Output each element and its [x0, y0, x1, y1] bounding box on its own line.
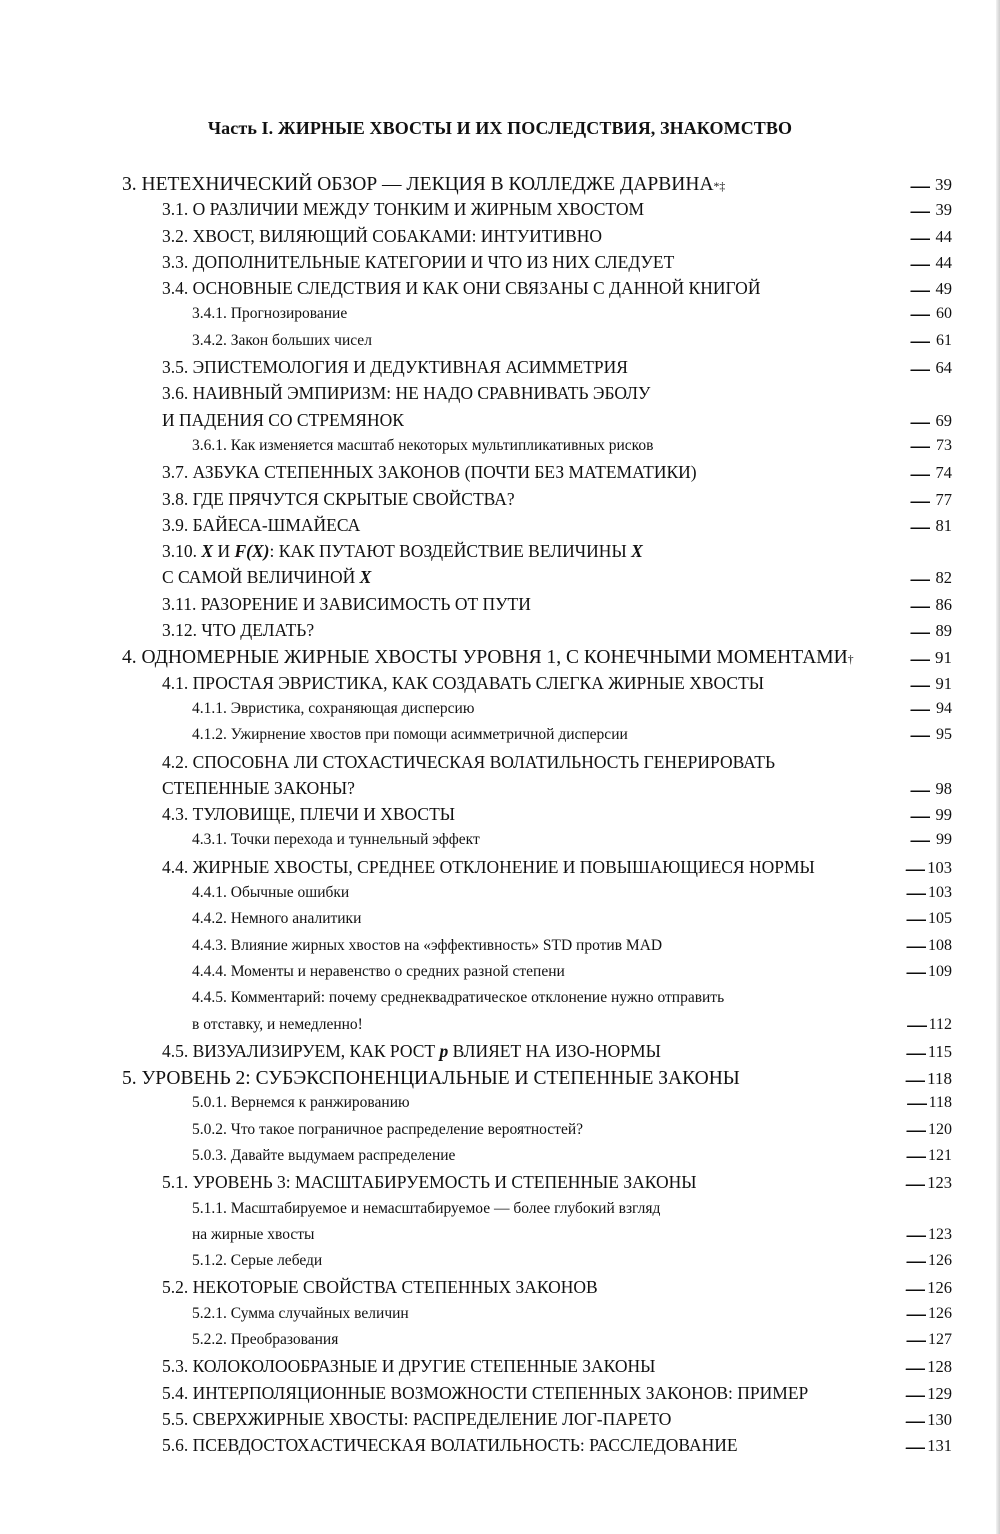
dot-leader — [363, 908, 926, 924]
page-number: 120 — [928, 1120, 952, 1138]
toc-entry-title: 5.0.1. Вернемся к ранжированию — [192, 1094, 410, 1112]
toc-entry-title: 3.2. ХВОСТ, ВИЛЯЮЩИЙ СОБАКАМИ: ИНТУИТИВНО — [162, 225, 603, 246]
page-number: 95 — [936, 726, 952, 744]
dot-leader — [630, 356, 930, 374]
toc-entry[interactable] — [0, 512, 1000, 538]
toc-entry[interactable] — [0, 775, 1000, 801]
toc-entry[interactable] — [0, 459, 1000, 485]
toc-entry-title: 3.4. ОСНОВНЫЕ СЛЕДСТВИЯ И КАК ОНИ СВЯЗАНЫ С ДАННОЙ КНИГОЙ — [162, 278, 761, 299]
toc-entry[interactable] — [0, 1432, 1000, 1458]
toc-entry[interactable] — [0, 696, 1000, 722]
part-title: Часть I. ЖИРНЫЕ ХВОСТЫ И ИХ ПОСЛЕДСТВИЯ, ЗНАКОМСТВО — [207, 118, 793, 138]
toc-entry[interactable] — [0, 486, 1000, 512]
toc-entry[interactable] — [0, 433, 1000, 459]
page-number: 126 — [927, 1278, 952, 1298]
toc-entry[interactable] — [0, 223, 1000, 249]
toc-entry-title: 3.12. ЧТО ДЕЛАТЬ? — [162, 620, 315, 641]
toc-entry[interactable] — [0, 1117, 1000, 1143]
page-number: 89 — [935, 621, 952, 641]
dot-leader — [817, 855, 925, 873]
page-number: 86 — [935, 594, 952, 614]
page-number: 118 — [928, 1094, 952, 1112]
toc-entry-title: 5.6. ПСЕВДОСТОХАСТИЧЕСКАЯ ВОЛАТИЛЬНОСТЬ: РАССЛЕДОВАНИЕ — [162, 1435, 738, 1456]
dot-leader — [340, 1329, 926, 1345]
toc-entry-title: 4.4.2. Немного аналитики — [192, 910, 362, 928]
toc-title-part: ВЛИЯЕТ НА ИЗО-НОРМЫ — [448, 1040, 661, 1061]
dot-leader — [373, 566, 930, 584]
page-number: 77 — [935, 489, 952, 509]
page-number: 112 — [928, 1015, 952, 1033]
toc-entry[interactable] — [0, 827, 1000, 853]
toc-entry[interactable] — [0, 564, 1000, 590]
toc-entry[interactable] — [0, 1196, 1000, 1222]
toc-entry[interactable] — [0, 591, 1000, 617]
toc-title-part: p — [439, 1040, 449, 1061]
toc-title-part: С САМОЙ ВЕЛИЧИНОЙ — [162, 567, 360, 588]
dot-leader — [600, 1276, 926, 1294]
toc-entry[interactable] — [0, 617, 1000, 643]
toc-entry[interactable] — [0, 749, 1000, 775]
page-number: 118 — [927, 1068, 952, 1088]
page-number: 39 — [935, 200, 952, 220]
dot-leader — [316, 1223, 926, 1239]
dot-leader — [810, 1381, 925, 1399]
page-number: 129 — [927, 1383, 952, 1403]
toc-entry[interactable] — [0, 1248, 1000, 1274]
dot-leader — [517, 487, 930, 505]
toc-entry[interactable] — [0, 1380, 1000, 1406]
toc-entry[interactable] — [0, 407, 1000, 433]
page-number: 44 — [935, 226, 952, 246]
dot-leader — [324, 1250, 926, 1266]
toc-entry-title: 3.11. РАЗОРЕНИЕ И ЗАВИСИМОСТЬ ОТ ПУТИ — [162, 593, 531, 614]
page-number: 121 — [928, 1146, 952, 1164]
page-number: 69 — [935, 410, 952, 430]
toc-entry-title: 3.3. ДОПОЛНИТЕЛЬНЫЕ КАТЕГОРИИ И ЧТО ИЗ НИХ СЛЕДУЕТ — [162, 251, 675, 272]
page-edge — [996, 0, 1000, 1534]
toc-entry-title: 5.0.2. Что такое пограничное распределение вероятностей? — [192, 1120, 584, 1138]
page-number: 99 — [936, 831, 952, 849]
page-number: 91 — [935, 673, 952, 693]
page-number: 123 — [927, 1173, 952, 1193]
toc-entry[interactable] — [0, 1406, 1000, 1432]
toc-entry-title: 4.4.3. Влияние жирных хвостов на «эффективность» STD против MAD — [192, 936, 663, 954]
dot-leader — [762, 277, 930, 295]
dot-leader — [740, 1434, 926, 1452]
toc-title-part: F(X) — [234, 541, 270, 562]
page-number: 82 — [935, 568, 952, 588]
toc-entry[interactable] — [0, 1301, 1000, 1327]
toc-title-part: 4.5. ВИЗУАЛИЗИРУЕМ, КАК РОСТ — [162, 1040, 440, 1061]
toc-entry-title: 5.3. КОЛОКОЛООБРАЗНЫЕ И ДРУГИЕ СТЕПЕННЫЕ ЗАКОНЫ — [162, 1356, 656, 1377]
page-number: 127 — [928, 1331, 952, 1349]
dot-leader — [856, 643, 930, 663]
toc-title-part: : КАК ПУТАЮТ ВОЗДЕЙСТВИЕ ВЕЛИЧИНЫ — [269, 541, 632, 562]
toc-entry[interactable] — [0, 670, 1000, 696]
toc-entry[interactable] — [0, 1327, 1000, 1353]
dot-leader — [357, 776, 930, 794]
page-number: 126 — [928, 1304, 952, 1322]
toc-entry-title: 5.1.2. Серые лебеди — [192, 1252, 323, 1270]
toc-entry-title: 4.4. ЖИРНЫЕ ХВОСТЫ, СРЕДНЕЕ ОТКЛОНЕНИЕ И ПОВЫШАЮЩИЕСЯ НОРМЫ — [162, 856, 815, 877]
dot-leader — [476, 697, 930, 713]
page-number: 64 — [935, 358, 952, 378]
page-number: 103 — [927, 857, 952, 877]
dot-leader — [374, 329, 930, 345]
toc-entry[interactable] — [0, 1274, 1000, 1300]
page-number: 108 — [928, 936, 952, 954]
toc-entry-title: 4.3.1. Точки перехода и туннельный эффект — [192, 831, 480, 849]
toc-entry-title: в отставку, и немедленно! — [192, 1015, 363, 1033]
dot-leader — [630, 724, 930, 740]
toc-entry-title — [162, 564, 371, 590]
toc-entry-title: 5.1.1. Масштабируемое и немасштабируемое — более глубокий взгляд — [192, 1199, 661, 1217]
toc-entry[interactable] — [0, 906, 1000, 932]
toc-entry[interactable] — [0, 196, 1000, 222]
toc-entry-title: 3.6.1. Как изменяется масштаб некоторых мультипликативных рисков — [192, 436, 654, 454]
toc-entry[interactable] — [0, 801, 1000, 827]
dot-leader — [663, 1039, 926, 1057]
toc-entry[interactable] — [0, 854, 1000, 880]
dot-leader — [742, 1064, 925, 1084]
page-number: 105 — [928, 910, 952, 928]
toc-entry[interactable] — [0, 1064, 1000, 1090]
page-number: 131 — [927, 1436, 952, 1456]
dot-leader — [727, 170, 930, 190]
toc-entry-title: 3.1. О РАЗЛИЧИИ МЕЖДУ ТОНКИМ И ЖИРНЫМ ХВОСТОМ — [162, 199, 645, 220]
toc-entry-title: 5.2. НЕКОТОРЫЕ СВОЙСТВА СТЕПЕННЫХ ЗАКОНОВ — [162, 1277, 598, 1298]
toc-entry-title: 3. НЕТЕХНИЧЕСКИЙ ОБЗОР — ЛЕКЦИЯ В КОЛЛЕДЖЕ ДАРВИНА — [122, 173, 714, 195]
toc-entry[interactable] — [0, 275, 1000, 301]
page-number: 109 — [928, 962, 952, 980]
page-number: 60 — [936, 305, 952, 323]
page-number: 103 — [928, 884, 952, 902]
toc-entry-title: 3.8. ГДЕ ПРЯЧУТСЯ СКРЫТЫЕ СВОЙСТВА? — [162, 488, 515, 509]
toc-entry-title — [162, 1038, 661, 1064]
page-number: 130 — [927, 1409, 952, 1429]
dot-leader — [533, 592, 930, 610]
toc-entry-title: 4.3. ТУЛОВИЩЕ, ПЛЕЧИ И ХВОСТЫ — [162, 804, 456, 825]
toc-entry-title: 5.2.2. Преобразования — [192, 1331, 339, 1349]
dot-leader — [657, 1355, 925, 1373]
toc-entry-title: 4.1. ПРОСТАЯ ЭВРИСТИКА, КАК СОЗДАВАТЬ СЛЕГКА ЖИРНЫЕ ХВОСТЫ — [162, 672, 765, 693]
toc-entry-title: 3.4.2. Закон больших чисел — [192, 331, 372, 349]
dot-leader — [656, 434, 931, 450]
toc-entry[interactable] — [0, 354, 1000, 380]
toc-entry[interactable] — [0, 328, 1000, 354]
dot-leader — [766, 671, 930, 689]
toc-entry[interactable] — [0, 249, 1000, 275]
dot-leader — [412, 1092, 927, 1108]
toc-entry[interactable] — [0, 1038, 1000, 1064]
page-number: 73 — [936, 436, 952, 454]
toc-entry[interactable] — [0, 933, 1000, 959]
toc-entry[interactable]: 3. НЕТЕХНИЧЕСКИЙ ОБЗОР — ЛЕКЦИЯ В КОЛЛЕДЖЕ ДАРВИНА *‡ . . . 39 — [0, 170, 1000, 196]
toc-entry-title: 3.6. НАИВНЫЙ ЭМПИРИЗМ: НЕ НАДО СРАВНИВАТЬ ЭБОЛУ — [162, 383, 651, 404]
toc-entry[interactable] — [0, 301, 1000, 327]
toc-entry-title: 3.7. АЗБУКА СТЕПЕННЫХ ЗАКОНОВ (ПОЧТИ БЕЗ МАТЕМАТИКИ) — [162, 462, 697, 483]
toc-entry-title: 5.2.1. Сумма случайных величин — [192, 1304, 409, 1322]
page-number: 74 — [935, 463, 952, 483]
table-of-contents — [0, 170, 1000, 1459]
page-number: 94 — [936, 699, 952, 717]
dot-leader — [585, 1118, 926, 1134]
toc-entry-title: 4.4.4. Моменты и неравенство о средних разной степени — [192, 962, 565, 980]
toc-entry-title: 5. УРОВЕНЬ 2: СУБЭКСПОНЕНЦИАЛЬНЫЕ И СТЕПЕННЫЕ ЗАКОНЫ — [122, 1067, 740, 1089]
dot-leader — [699, 461, 930, 479]
toc-entry-title: 4.1.2. Ужирнение хвостов при помощи асимметричной дисперсии — [192, 726, 628, 744]
toc-entry[interactable] — [0, 985, 1000, 1011]
toc-entry[interactable] — [0, 380, 1000, 406]
toc-entry[interactable] — [0, 1169, 1000, 1195]
toc-entry-title: 4.1.1. Эвристика, сохраняющая дисперсию — [192, 699, 475, 717]
dot-leader — [351, 882, 926, 898]
page-number: 61 — [936, 331, 952, 349]
dot-leader — [316, 619, 930, 637]
dot-leader — [457, 803, 930, 821]
toc-entry-title: 3.4.1. Прогнозирование — [192, 305, 348, 323]
toc-entry-title: 4. ОДНОМЕРНЫЕ ЖИРНЫЕ ХВОСТЫ УРОВНЯ 1, С КОНЕЧНЫМИ МОМЕНТАМИ — [122, 646, 848, 668]
toc-title-part: X — [359, 567, 372, 588]
toc-entry-title: 5.1. УРОВЕНЬ 3: МАСШТАБИРУЕМОСТЬ И СТЕПЕННЫЕ ЗАКОНЫ — [162, 1172, 697, 1193]
toc-entry-title: 5.5. СВЕРХЖИРНЫЕ ХВОСТЫ: РАСПРЕДЕЛЕНИЕ ЛОГ-ПАРЕТО — [162, 1408, 672, 1429]
dot-leader — [457, 1144, 926, 1160]
dot-leader — [482, 829, 930, 845]
toc-title-part: X — [631, 541, 643, 562]
toc-entry[interactable] — [0, 880, 1000, 906]
dot-leader — [406, 408, 930, 426]
toc-entry-title: И ПАДЕНИЯ СО СТРЕМЯНОК — [162, 409, 404, 430]
page-number: 49 — [935, 279, 952, 299]
toc-entry[interactable]: 4. ОДНОМЕРНЫЕ ЖИРНЫЕ ХВОСТЫ УРОВНЯ 1, С КОНЕЧНЫМИ МОМЕНТАМИ † . . . 91 — [0, 643, 1000, 669]
toc-entry[interactable] — [0, 722, 1000, 748]
dot-leader — [604, 224, 930, 242]
page-number: 115 — [927, 1041, 952, 1061]
page-number: 126 — [928, 1252, 952, 1270]
dot-leader — [349, 303, 930, 319]
toc-entry-title: 4.2. СПОСОБНА ЛИ СТОХАСТИЧЕСКАЯ ВОЛАТИЛЬНОСТЬ ГЕНЕРИРОВАТЬ — [162, 751, 776, 772]
toc-entry[interactable] — [0, 1222, 1000, 1248]
toc-entry-title: 3.9. БАЙЕСА-ШМАЙЕСА — [162, 514, 361, 535]
dot-leader — [676, 250, 930, 268]
toc-title-part: И — [213, 541, 235, 562]
page-number: 81 — [935, 515, 952, 535]
toc-entry-title: 5.4. ИНТЕРПОЛЯЦИОННЫЕ ВОЗМОЖНОСТИ СТЕПЕННЫХ ЗАКОНОВ: ПРИМЕР — [162, 1382, 809, 1403]
toc-entry-title — [162, 538, 643, 564]
dot-leader — [699, 1171, 926, 1189]
toc-entry[interactable] — [0, 1143, 1000, 1169]
toc-entry-title: 3.5. ЭПИСТЕМОЛОГИЯ И ДЕДУКТИВНАЯ АСИММЕТРИЯ — [162, 357, 628, 378]
page-number: 123 — [928, 1225, 952, 1243]
dot-leader — [411, 1302, 926, 1318]
toc-entry[interactable] — [0, 959, 1000, 985]
toc-entry[interactable] — [0, 1012, 1000, 1038]
toc-entry-title: 4.4.1. Обычные ошибки — [192, 884, 350, 902]
dot-leader — [646, 198, 930, 216]
toc-entry-title: 5.0.3. Давайте выдумаем распределение — [192, 1146, 456, 1164]
page-number: 128 — [927, 1357, 952, 1377]
page-number: 39 — [935, 174, 952, 194]
toc-entry[interactable] — [0, 538, 1000, 564]
toc-entry[interactable] — [0, 1090, 1000, 1116]
dot-leader — [567, 960, 926, 976]
toc-entry-title: 4.4.5. Комментарий: почему среднеквадратическое отклонение нужно отправить — [192, 989, 725, 1007]
dot-leader — [365, 1013, 927, 1029]
dot-leader — [673, 1407, 925, 1425]
dot-leader — [664, 934, 926, 950]
page-number: 98 — [935, 778, 952, 798]
toc-title-part: X — [201, 541, 214, 562]
toc-entry-title: СТЕПЕННЫЕ ЗАКОНЫ? — [162, 777, 355, 798]
page-number: 44 — [935, 252, 952, 272]
toc-title-part: 3.10. — [162, 541, 202, 562]
page-number: 91 — [935, 647, 952, 667]
toc-entry[interactable] — [0, 1353, 1000, 1379]
toc-entry-title: на жирные хвосты — [192, 1225, 315, 1243]
dot-leader — [362, 513, 930, 531]
page-number: 99 — [935, 805, 952, 825]
